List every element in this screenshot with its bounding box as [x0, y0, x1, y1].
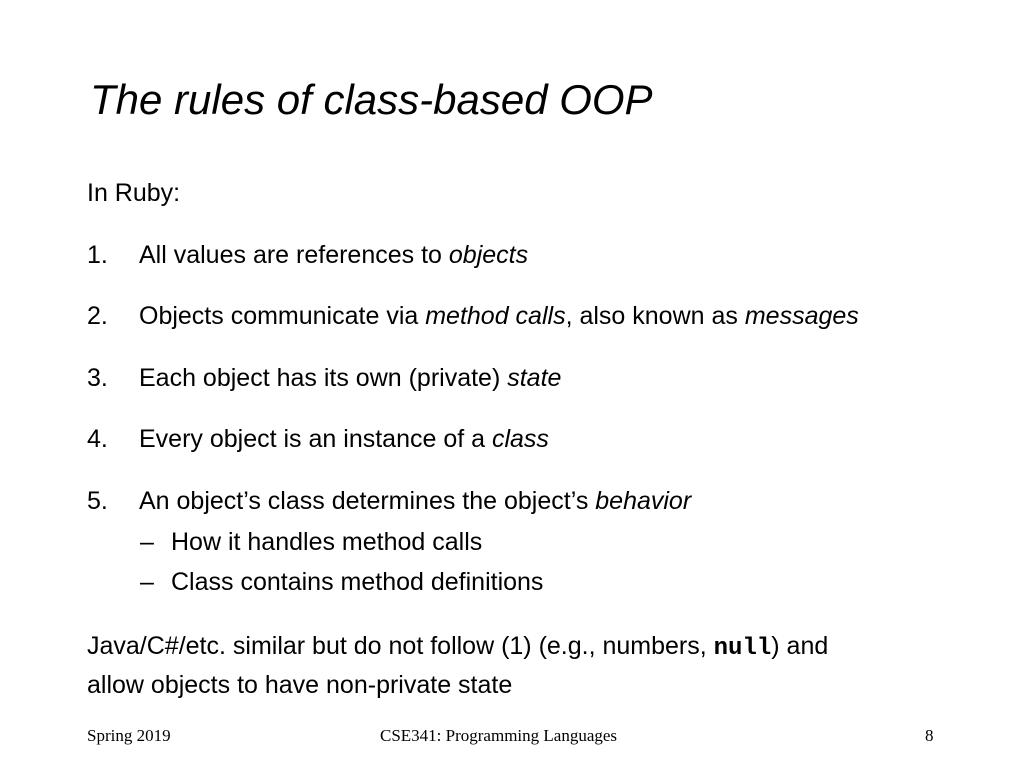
slide-title: The rules of class-based OOP: [90, 76, 653, 123]
sub-list-dash: –: [140, 528, 154, 556]
list-text: [139, 486, 691, 517]
note-text-part1: Java/C#/etc. similar but do not follow (1) (e.g., numbers,: [87, 632, 714, 660]
footer-date: Spring 2019: [87, 726, 171, 745]
list-text: [139, 363, 561, 394]
list-text: [139, 424, 549, 455]
list-text-plain: An object’s class determines the object’s: [139, 487, 596, 515]
list-text-emphasis-2: messages: [744, 302, 859, 330]
list-text-emphasis: objects: [448, 241, 529, 269]
list-number: 2.: [87, 302, 108, 330]
note-text-line2: allow objects to have non-private state: [87, 671, 513, 699]
list-number: 4.: [87, 425, 108, 453]
list-number: 1.: [87, 241, 108, 269]
sub-list-text: Class contains method definitions: [171, 568, 544, 596]
list-text-plain: All values are references to: [139, 241, 449, 269]
list-text-plain: Objects communicate via: [139, 302, 426, 330]
footer-page-number: 8: [925, 726, 934, 745]
note-text-part2: ) and: [771, 632, 829, 660]
note-code-null: null: [713, 635, 772, 662]
list-text: [139, 240, 528, 271]
sub-list-dash: –: [140, 568, 154, 596]
list-text-emphasis: class: [491, 425, 549, 453]
list-number: 5.: [87, 487, 108, 515]
list-text-emphasis: behavior: [595, 487, 692, 515]
list-text-plain: Every object is an instance of a: [139, 425, 492, 453]
list-text-plain-mid: , also known as: [565, 302, 745, 330]
list-text-emphasis: method calls: [425, 302, 566, 330]
list-text-emphasis: state: [507, 364, 562, 392]
list-text: [139, 301, 859, 332]
list-number: 3.: [87, 364, 108, 392]
footer-course: CSE341: Programming Languages: [380, 726, 618, 745]
list-text-plain: Each object has its own (private): [139, 364, 508, 392]
sub-list-text: How it handles method calls: [171, 528, 483, 556]
closing-note: [87, 628, 828, 703]
intro-text: In Ruby:: [87, 179, 181, 207]
